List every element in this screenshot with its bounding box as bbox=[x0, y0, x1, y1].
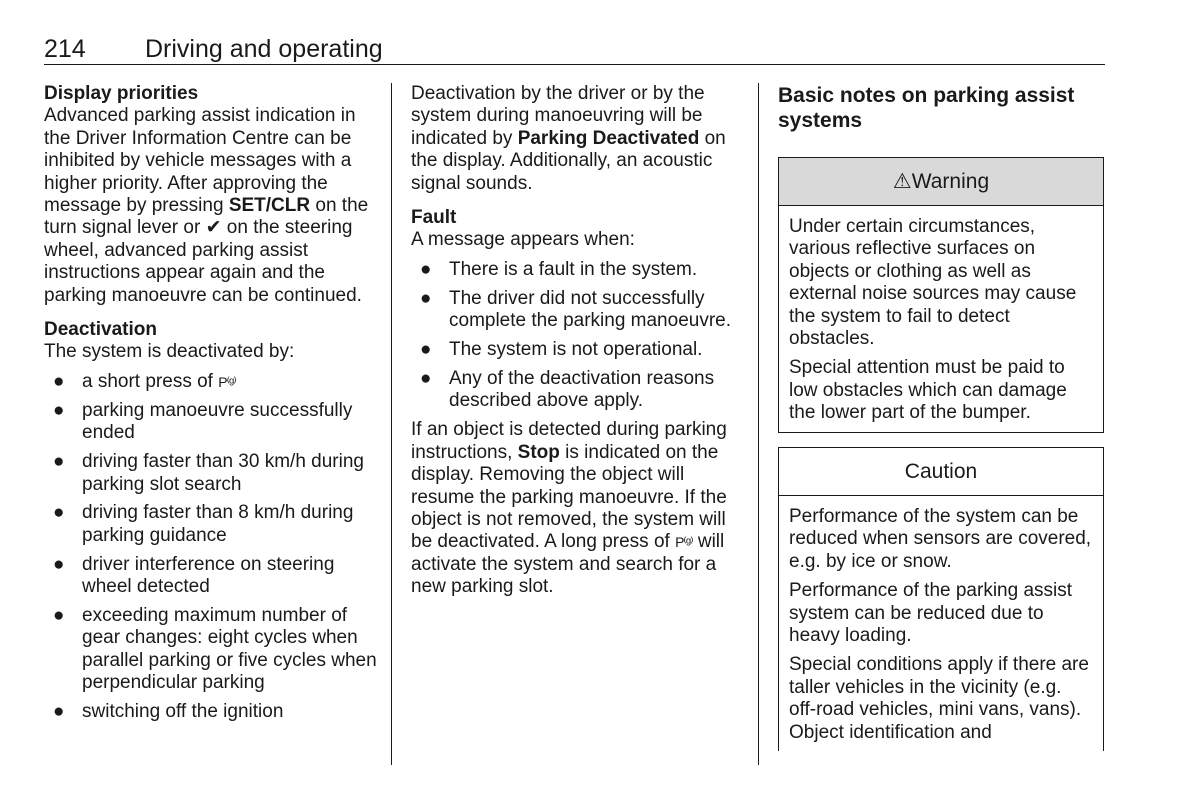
warning-paragraph: Under certain circumstances, various reflective surfaces on objects or clothing as well as external noise sources may cause the system to fail to detect obstacles. bbox=[789, 216, 1077, 350]
list-item: ● driving faster than 8 km/h during parking guidance bbox=[53, 502, 354, 546]
display-priorities-paragraph: Advanced parking assist indication in the Driver Information Centre can be inhibited by vehicle messages with a higher priority. After approving the message by pressing SET/CLR on the turn signal lever or ✔ on the steering wheel, advanced parking assist instructions appear again and the parking manoeuvre can be continued. bbox=[44, 105, 369, 306]
fault-intro: A message appears when: bbox=[411, 229, 635, 251]
fault-list bbox=[411, 259, 746, 413]
column-right bbox=[778, 83, 1105, 751]
section-title: Basic notes on parking assist systems bbox=[778, 84, 1075, 132]
parking-assist-button-icon: P⁽ᵍ⁾ bbox=[675, 534, 693, 551]
list-item: ● Any of the deactivation reasons described above apply. bbox=[420, 367, 715, 412]
check-icon: ✔ bbox=[205, 217, 222, 239]
caution-paragraph: Performance of the parking assist system can be reduced due to heavy loading. bbox=[789, 580, 1073, 647]
list-item: ● exceeding maximum number of gear changes: eight cycles when parallel parking or five cycles when perpendicular parking bbox=[53, 605, 377, 694]
list-item: ● switching off the ignition bbox=[53, 701, 284, 723]
warning-title: Warning bbox=[911, 170, 990, 193]
column-middle bbox=[411, 83, 746, 599]
warning-icon: ⚠ bbox=[892, 170, 912, 193]
warning-header bbox=[779, 158, 1103, 206]
deactivation-list bbox=[44, 371, 379, 724]
page-title: Driving and operating bbox=[145, 35, 383, 63]
warning-box bbox=[778, 157, 1104, 433]
column-divider bbox=[758, 83, 759, 765]
fault-heading: Fault bbox=[411, 207, 457, 229]
set-clr-key-label: SET/CLR bbox=[228, 195, 311, 217]
deactivated-paragraph: Deactivation by the driver or by the system during manoeuvring will be indicated by Parking Deactivated on the display. Additionally, an acoustic signal sounds. bbox=[411, 83, 726, 194]
list-item: ● a short press of P⁽ᵍ⁾ bbox=[53, 370, 236, 392]
list-item: ● driving faster than 30 km/h during parking slot search bbox=[53, 451, 364, 495]
caution-paragraph: Special conditions apply if there are taller vehicles in the vicinity (e.g. off-road vehicles, mini vans, vans). Object identification and bbox=[789, 654, 1089, 743]
list-item: ● The system is not operational. bbox=[420, 339, 703, 361]
caution-header: Caution bbox=[779, 448, 1103, 496]
list-item: ● There is a fault in the system. bbox=[420, 258, 698, 280]
column-divider bbox=[391, 83, 392, 765]
deactivation-heading: Deactivation bbox=[44, 319, 157, 341]
list-item: ● parking manoeuvre successfully ended bbox=[53, 399, 353, 444]
list-item: ● driver interference on steering wheel detected bbox=[53, 553, 335, 598]
warning-paragraph: Special attention must be paid to low obstacles which can damage the lower part of the bumper. bbox=[789, 357, 1067, 424]
caution-box bbox=[778, 447, 1104, 751]
display-priorities-heading: Display priorities bbox=[44, 83, 199, 104]
list-item: ● The driver did not successfully complete the parking manoeuvre. bbox=[420, 287, 731, 332]
object-detected-paragraph: If an object is detected during parking instructions, Stop is indicated on the display. Removing the object will resume the parking manoeuvre. If the object is not removed, the system will be deactivated. A long press of P⁽ᵍ⁾ will activate the system and search for a new parking slot. bbox=[411, 419, 727, 598]
deactivation-intro: The system is deactivated by: bbox=[44, 341, 295, 363]
page-number: 214 bbox=[44, 35, 86, 63]
parking-deactivated-label: Parking Deactivated bbox=[517, 127, 700, 149]
stop-label: Stop bbox=[517, 441, 560, 463]
parking-assist-button-icon: P⁽ᵍ⁾ bbox=[218, 373, 236, 390]
column-left bbox=[44, 83, 379, 730]
page-header bbox=[44, 34, 1105, 65]
caution-paragraph: Performance of the system can be reduced when sensors are covered, e.g. by ice or snow. bbox=[789, 506, 1092, 572]
